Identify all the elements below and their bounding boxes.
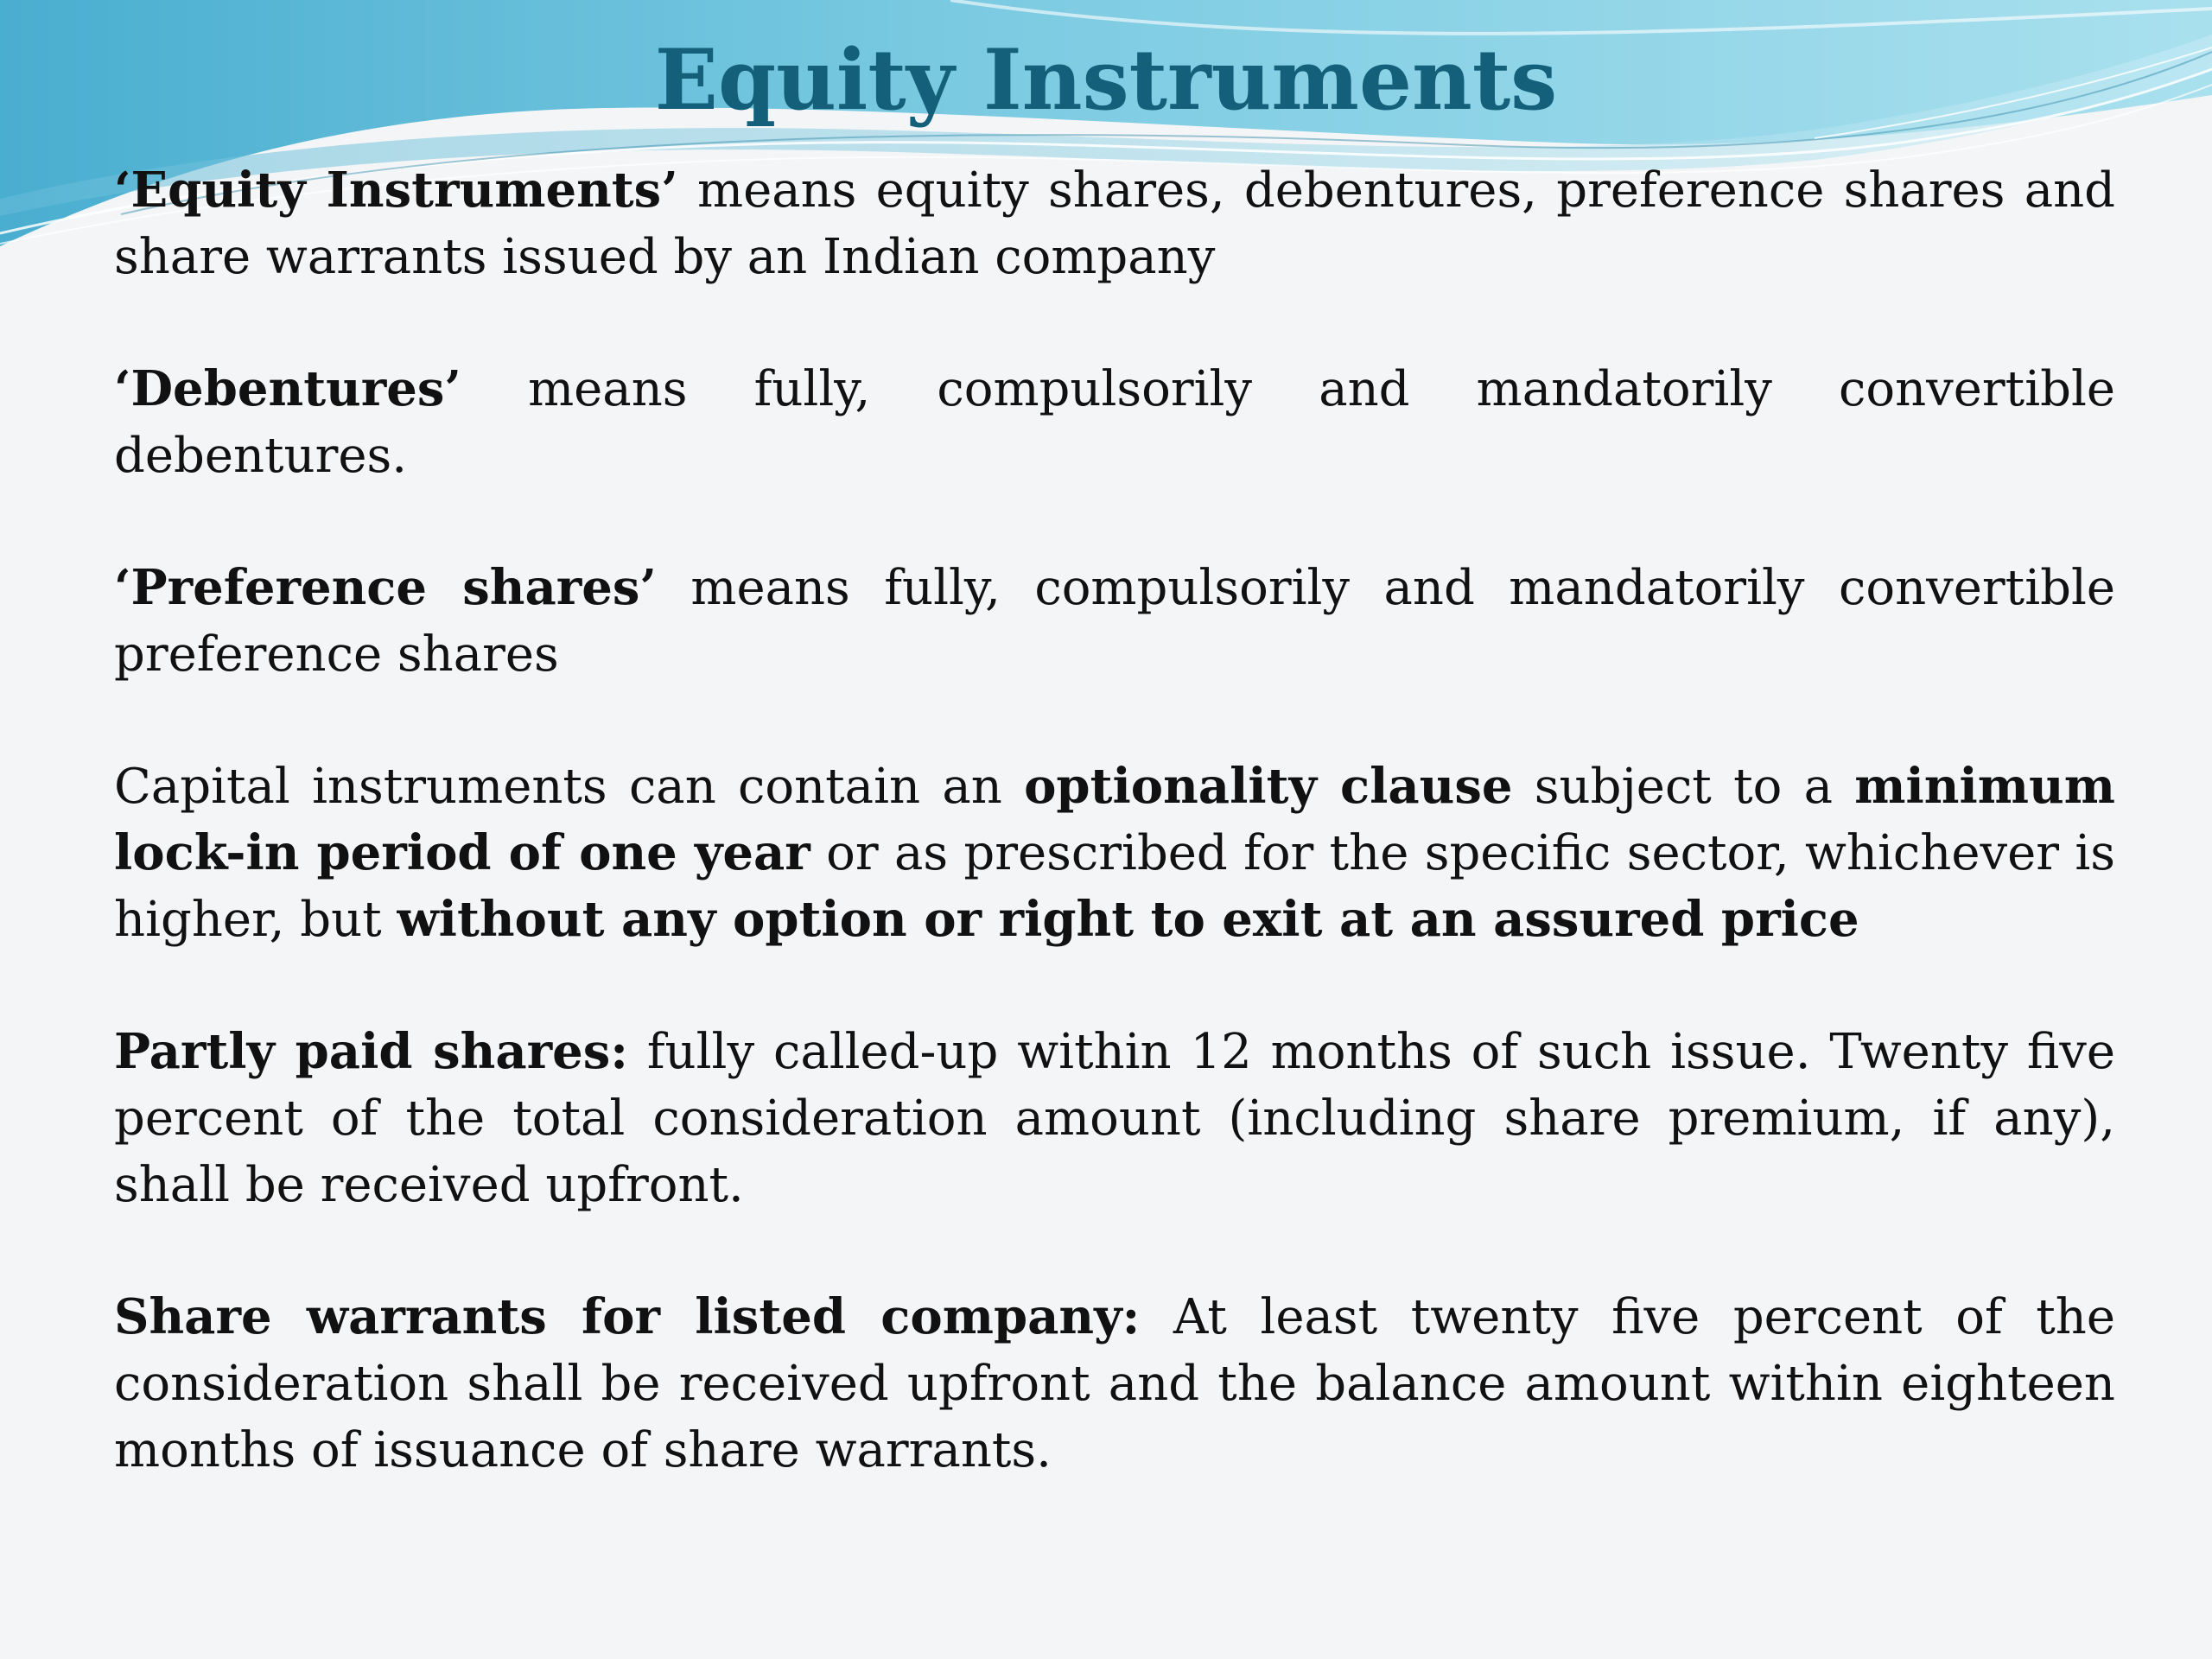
definition-partly-paid-shares	[114, 1019, 2115, 1218]
definition-text: At least twenty five percent of the consideration shall be received upfront and the balance amount within eighteen months of issuance of share warrants.	[114, 1289, 2115, 1478]
definition-share-warrants	[114, 1284, 2115, 1484]
definition-text: means fully, compulsorily and mandatorily convertible debentures.	[114, 361, 2115, 484]
definition-debentures	[114, 356, 2115, 489]
emphasis-lock-in-period: minimum lock-in period of one year	[114, 758, 2115, 881]
emphasis-no-exit-option: without any option or right to exit at an assured price	[397, 891, 1859, 948]
definition-equity-instruments	[114, 157, 2115, 290]
definition-text: means equity shares, debentures, preference shares and share warrants issued by an Indian company	[114, 162, 2115, 285]
term-label: ‘Debentures’	[114, 360, 461, 417]
slide-title: Equity Instruments	[654, 31, 1558, 129]
definition-text: means fully, compulsorily and mandatorily convertible preference shares	[114, 560, 2115, 683]
paragraph-text: subject to a	[1512, 759, 1855, 815]
emphasis-optionality-clause: optionality clause	[1024, 758, 1513, 815]
paragraph-text: Capital instruments can contain an	[114, 759, 1025, 815]
paragraph-text: or as prescribed for the specific sector, whichever is higher, but	[114, 825, 2115, 948]
term-label: Partly paid shares:	[114, 1023, 628, 1080]
term-label: ‘Preference shares’	[114, 559, 657, 616]
term-label: Share warrants for listed company:	[114, 1288, 1141, 1345]
capital-instruments-paragraph	[114, 753, 2115, 953]
term-label: ‘Equity Instruments’	[114, 162, 678, 219]
definition-text: fully called-up within 12 months of such issue. Twenty five percent of the total consideration amount (including share premium, if any), shall be received upfront.	[114, 1024, 2116, 1213]
slide-content	[114, 157, 2115, 1549]
definition-preference-shares	[114, 555, 2115, 688]
